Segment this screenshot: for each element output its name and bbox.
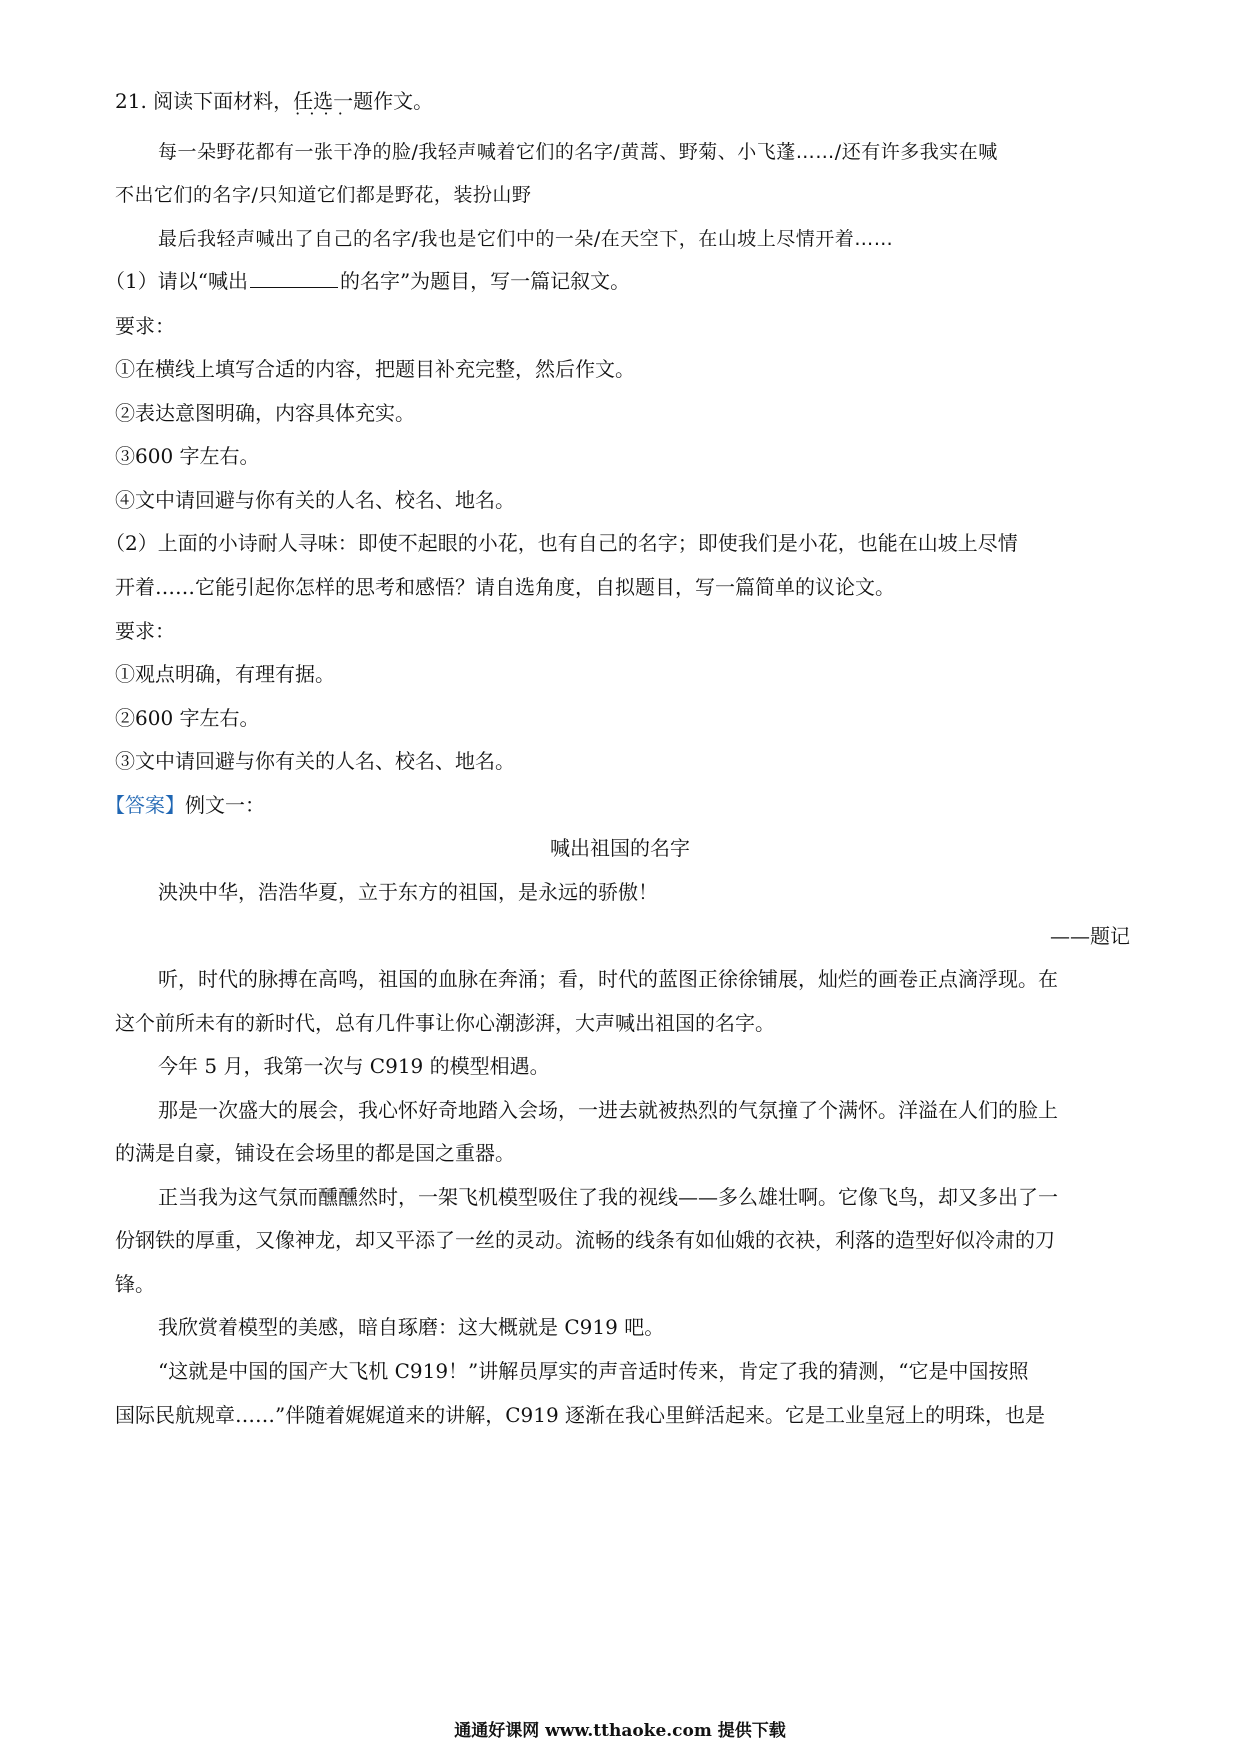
poem-line-3: 最后我轻声喊出了自己的名字/我也是它们中的一朵/在天空下，在山坡上尽情开着…… — [158, 228, 894, 250]
question-title-suffix: 题作文。 — [353, 89, 434, 113]
essay-paragraph-2: 今年 5 月，我第一次与 C919 的模型相遇。 — [158, 1054, 550, 1078]
part1-prefix: （1）请以“喊出 — [105, 269, 248, 293]
requirements-label-1: 要求： — [115, 314, 175, 338]
requirement-1-1: ①在横线上填写合适的内容，把题目补充完整，然后作文。 — [115, 357, 635, 381]
part1-prompt — [105, 266, 1120, 296]
essay-paragraph-1-line-1: 听，时代的脉搏在高鸣，祖国的血脉在奔涌；看，时代的蓝图正徐徐铺展，灿烂的画卷正点滴浮现。在 — [158, 967, 1058, 991]
fill-in-blank — [250, 269, 338, 288]
essay-paragraph-1-line-2: 这个前所未有的新时代，总有几件事让你心潮澎湃，大声喊出祖国的名字。 — [115, 1011, 775, 1035]
requirement-2-2: ②600 字左右。 — [115, 706, 260, 730]
poem-line-1: 每一朵野花都有一张干净的脸/我轻声喊着它们的名字/黄蒿、野菊、小飞蓬……/还有许多我实在喊 — [158, 141, 998, 163]
question-title-prefix: 21. 阅读下面材料， — [115, 89, 294, 113]
part2-prompt-line-1: （2）上面的小诗耐人寻味：即使不起眼的小花，也有自己的名字；即使我们是小花，也能在山坡上尽情 — [105, 531, 1018, 555]
part1-suffix: 的名字”为题目，写一篇记叙文。 — [339, 269, 631, 293]
requirements-label-2: 要求： — [115, 619, 175, 643]
essay-paragraph-3-line-2: 的满是自豪，铺设在会场里的都是国之重器。 — [115, 1141, 515, 1165]
essay-paragraph-6-line-2: 国际民航规章……”伴随着娓娓道来的讲解，C919 逐渐在我心里鲜活起来。它是工业皇冠上的明珠，也是 — [115, 1403, 1046, 1427]
essay-paragraph-4-line-1: 正当我为这气氛而醺醺然时，一架飞机模型吸住了我的视线——多么雄壮啊。它像飞鸟，却又多出了一 — [158, 1185, 1058, 1209]
example-label: 例文一： — [185, 793, 265, 817]
essay-paragraph-4-line-2: 份钢铁的厚重，又像神龙，却又平添了一丝的灵动。流畅的线条有如仙娥的衣袂，利落的造型好似冷肃的刀 — [115, 1228, 1055, 1252]
essay-title: 喊出祖国的名字 — [550, 836, 690, 860]
part2-prompt-line-2: 开着……它能引起你怎样的思考和感悟？请自选角度，自拟题目，写一篇简单的议论文。 — [115, 575, 895, 599]
epigraph-signature: ——题记 — [1050, 924, 1130, 948]
question-title — [115, 86, 1130, 116]
requirement-2-1: ①观点明确，有理有据。 — [115, 662, 335, 686]
answer-tag: 【答案】 — [105, 793, 185, 817]
essay-paragraph-6-line-1: “这就是中国的国产大飞机 C919！”讲解员厚实的声音适时传来，肯定了我的猜测，“它是中国按照 — [158, 1359, 1029, 1383]
epigraph: 泱泱中华，浩浩华夏，立于东方的祖国，是永远的骄傲！ — [158, 880, 658, 904]
answer-header — [105, 790, 1120, 820]
essay-paragraph-4-line-3: 锋。 — [115, 1272, 155, 1296]
page-footer: 通通好课网 www.tthaoke.com 提供下载 — [454, 1721, 786, 1741]
requirement-1-3: ③600 字左右。 — [115, 444, 260, 468]
essay-paragraph-3-line-1: 那是一次盛大的展会，我心怀好奇地踏入会场，一进去就被热烈的气氛撞了个满怀。洋溢在人们的脸上 — [158, 1098, 1058, 1122]
question-title-emphasis: 任选一 · · · · — [293, 86, 353, 116]
poem-line-2: 不出它们的名字/只知道它们都是野花，装扮山野 — [115, 184, 532, 206]
requirement-1-4: ④文中请回避与你有关的人名、校名、地名。 — [115, 488, 515, 512]
requirement-2-3: ③文中请回避与你有关的人名、校名、地名。 — [115, 749, 515, 773]
requirement-1-2: ②表达意图明确，内容具体充实。 — [115, 401, 415, 425]
essay-paragraph-5: 我欣赏着模型的美感，暗自琢磨：这大概就是 C919 吧。 — [158, 1315, 665, 1339]
